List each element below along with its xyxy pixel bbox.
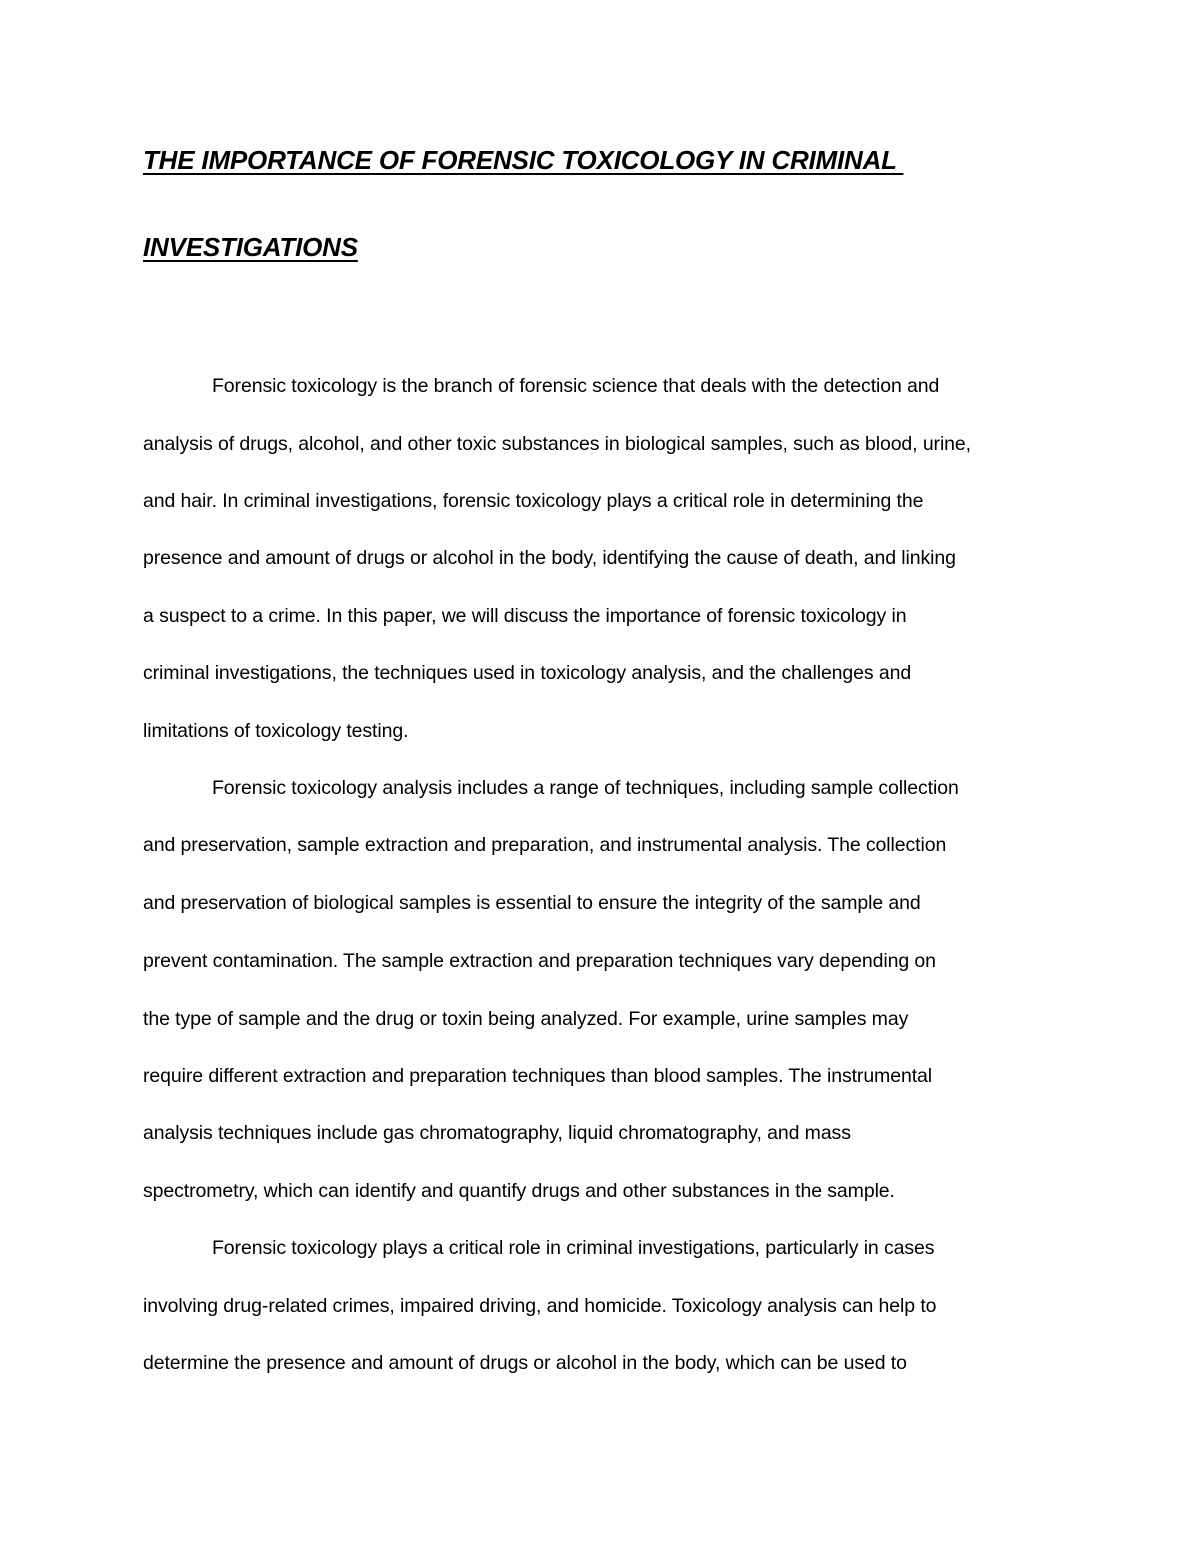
- paragraph-3-line-3: determine the presence and amount of drugs or alcohol in the body, which can be used to: [143, 1352, 907, 1374]
- paragraph-2-line-1: Forensic toxicology analysis includes a range of techniques, including sample collection: [212, 777, 959, 799]
- paragraph-2-line-2: and preservation, sample extraction and preparation, and instrumental analysis. The collection: [143, 834, 947, 856]
- paragraph-3-line-1: Forensic toxicology plays a critical role in criminal investigations, particularly in cases: [212, 1237, 935, 1259]
- paragraph-1-line-5: a suspect to a crime. In this paper, we will discuss the importance of forensic toxicology in: [143, 605, 907, 627]
- paragraph-3-line-2: involving drug-related crimes, impaired driving, and homicide. Toxicology analysis can help to: [143, 1295, 937, 1317]
- paragraph-2-line-6: require different extraction and preparation techniques than blood samples. The instrumental: [143, 1065, 932, 1087]
- paragraph-1-line-3: and hair. In criminal investigations, forensic toxicology plays a critical role in determining the: [143, 490, 924, 512]
- document-title-line-1: THE IMPORTANCE OF FORENSIC TOXICOLOGY IN CRIMINAL: [143, 145, 904, 175]
- paragraph-1-line-2: analysis of drugs, alcohol, and other toxic substances in biological samples, such as blood, urine,: [143, 433, 971, 455]
- paragraph-2-line-5: the type of sample and the drug or toxin being analyzed. For example, urine samples may: [143, 1008, 909, 1030]
- paragraph-1-line-6: criminal investigations, the techniques used in toxicology analysis, and the challenges and: [143, 662, 912, 684]
- paragraph-1-line-4: presence and amount of drugs or alcohol in the body, identifying the cause of death, and linking: [143, 547, 956, 569]
- paragraph-2-line-7: analysis techniques include gas chromatography, liquid chromatography, and mass: [143, 1122, 851, 1144]
- paragraph-2-line-4: prevent contamination. The sample extraction and preparation techniques vary depending on: [143, 950, 936, 972]
- paragraph-2-line-3: and preservation of biological samples is essential to ensure the integrity of the sample and: [143, 892, 921, 914]
- paragraph-2-line-8: spectrometry, which can identify and quantify drugs and other substances in the sample.: [143, 1180, 895, 1202]
- paragraph-1-line-1: Forensic toxicology is the branch of forensic science that deals with the detection and: [212, 375, 940, 397]
- document-title-line-2: INVESTIGATIONS: [143, 232, 358, 262]
- paragraph-1-line-7: limitations of toxicology testing.: [143, 720, 409, 742]
